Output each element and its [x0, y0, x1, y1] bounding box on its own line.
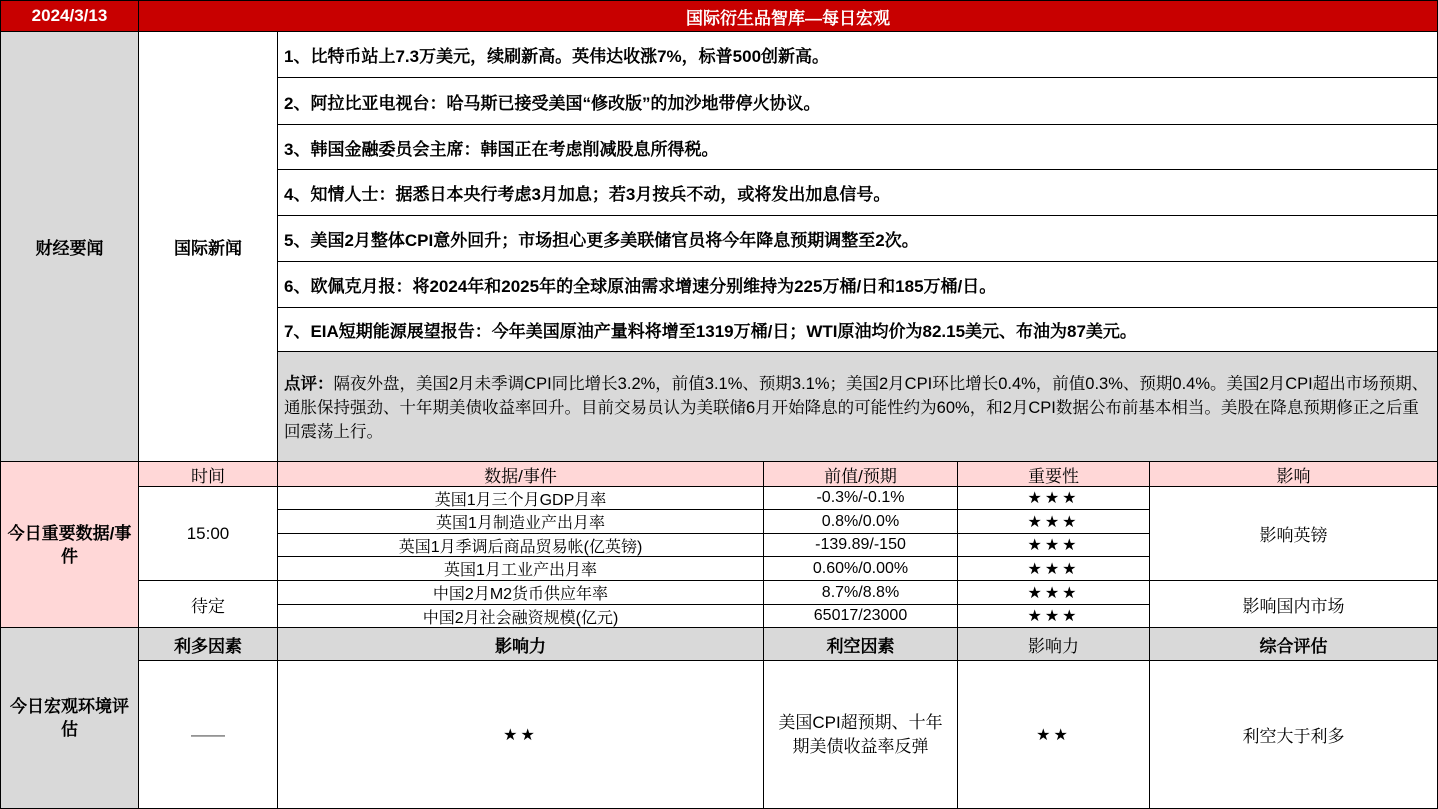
assessment-header-bearish-power: 影响力	[958, 628, 1150, 661]
news-subcategory: 国际新闻	[139, 32, 278, 462]
assessment-header-bullish-power: 影响力	[278, 628, 764, 661]
report-date: 2024/3/13	[0, 0, 139, 32]
events-header-time: 时间	[139, 462, 278, 487]
event-importance: ★★★	[958, 557, 1150, 581]
event-value: -0.3%/-0.1%	[764, 487, 958, 510]
event-impact: 影响国内市场	[1150, 581, 1438, 628]
bearish-power: ★★	[958, 661, 1150, 809]
news-item: 2、阿拉比亚电视台：哈马斯已接受美国“修改版”的加沙地带停火协议。	[278, 78, 1438, 125]
event-importance: ★★★	[958, 581, 1150, 605]
comment-text: 隔夜外盘，美国2月未季调CPI同比增长3.2%，前值3.1%、预期3.1%；美国2月CPI环比增长0.4%，前值0.3%、预期0.4%。美国2月CPI超出市场预期、通胀保持强劲、十年期美债收益率回升。目前交易员认为美联储6月开始降息的可能性约为60%，和2月CPI数据公布前基本相当。美股在降息预期修正之后重回震荡上行。	[284, 375, 1429, 441]
event-time: 待定	[139, 581, 278, 628]
event-name: 英国1月季调后商品贸易帐(亿英镑)	[278, 534, 764, 557]
news-item: 5、美国2月整体CPI意外回升；市场担心更多美联储官员将今年降息预期调整至2次。	[278, 216, 1438, 262]
bearish-factor: 美国CPI超预期、十年期美债收益率反弹	[764, 661, 958, 809]
events-header-importance: 重要性	[958, 462, 1150, 487]
news-item: 1、比特币站上7.3万美元，续刷新高。英伟达收涨7%，标普500创新高。	[278, 32, 1438, 78]
bullish-factor: ——	[139, 661, 278, 809]
assessment-category: 今日宏观环境评估	[0, 628, 139, 809]
event-value: 0.8%/0.0%	[764, 510, 958, 534]
event-value: 65017/23000	[764, 605, 958, 628]
news-item: 3、韩国金融委员会主席：韩国正在考虑削减股息所得税。	[278, 125, 1438, 170]
event-importance: ★★★	[958, 605, 1150, 628]
events-category: 今日重要数据/事件	[0, 462, 139, 628]
event-importance: ★★★	[958, 487, 1150, 510]
events-header-value: 前值/预期	[764, 462, 958, 487]
event-time: 15:00	[139, 487, 278, 581]
event-importance: ★★★	[958, 534, 1150, 557]
event-importance: ★★★	[958, 510, 1150, 534]
comment-label: 点评：	[284, 375, 334, 393]
news-category: 财经要闻	[0, 32, 139, 462]
assessment-header-bullish: 利多因素	[139, 628, 278, 661]
news-item: 4、知情人士：据悉日本央行考虑3月加息；若3月按兵不动，或将发出加息信号。	[278, 170, 1438, 216]
news-item: 6、欧佩克月报：将2024年和2025年的全球原油需求增速分别维持为225万桶/日和185万桶/日。	[278, 262, 1438, 308]
assessment-header-overall: 综合评估	[1150, 628, 1438, 661]
news-item: 7、EIA短期能源展望报告：今年美国原油产量料将增至1319万桶/日；WTI原油均价为82.15美元、布油为87美元。	[278, 308, 1438, 352]
events-header-event: 数据/事件	[278, 462, 764, 487]
event-name: 中国2月社会融资规模(亿元)	[278, 605, 764, 628]
event-value: 8.7%/8.8%	[764, 581, 958, 605]
bullish-power: ★★	[278, 661, 764, 809]
assessment-header-bearish: 利空因素	[764, 628, 958, 661]
report-title: 国际衍生品智库—每日宏观	[139, 0, 1438, 32]
event-impact: 影响英镑	[1150, 487, 1438, 581]
overall-assessment: 利空大于利多	[1150, 661, 1438, 809]
event-name: 英国1月三个月GDP月率	[278, 487, 764, 510]
event-name: 英国1月工业产出月率	[278, 557, 764, 581]
events-header-impact: 影响	[1150, 462, 1438, 487]
news-comment	[278, 352, 1438, 462]
event-name: 中国2月M2货币供应年率	[278, 581, 764, 605]
event-value: 0.60%/0.00%	[764, 557, 958, 581]
event-value: -139.89/-150	[764, 534, 958, 557]
event-name: 英国1月制造业产出月率	[278, 510, 764, 534]
